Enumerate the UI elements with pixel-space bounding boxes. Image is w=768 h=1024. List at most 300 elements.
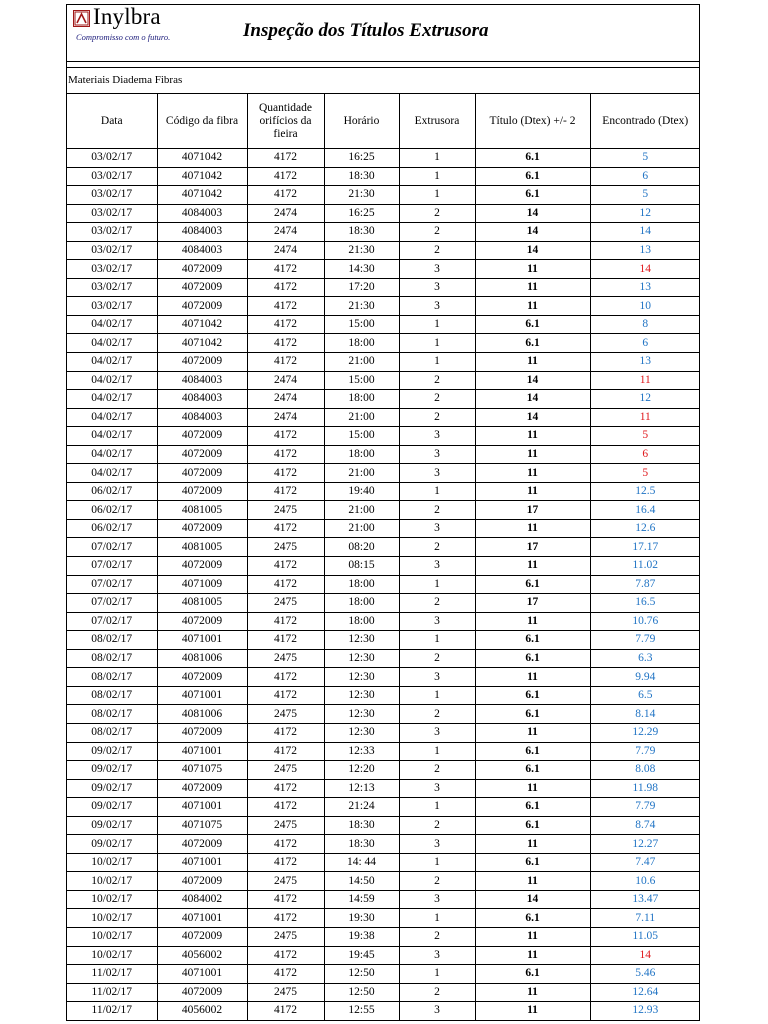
cell-extrusora: 3 — [399, 278, 475, 297]
table-row — [67, 390, 700, 409]
cell-titulo: 11 — [475, 519, 590, 538]
cell-encontrado: 10.76 — [590, 612, 700, 631]
cell-encontrado: 11.98 — [590, 779, 700, 798]
cell-encontrado: 5 — [590, 149, 700, 168]
table-row — [67, 445, 700, 464]
cell-horario: 18:30 — [324, 167, 399, 186]
cell-orificios: 4172 — [247, 519, 324, 538]
column-header-extrusora: Extrusora — [399, 94, 475, 149]
cell-orificios: 4172 — [247, 723, 324, 742]
table-row — [67, 538, 700, 557]
cell-codigo: 4072009 — [157, 872, 247, 891]
cell-data: 08/02/17 — [67, 668, 157, 687]
cell-horario: 21:30 — [324, 297, 399, 316]
cell-horario: 15:00 — [324, 315, 399, 334]
cell-data: 09/02/17 — [67, 742, 157, 761]
cell-extrusora: 1 — [399, 798, 475, 817]
table-body — [67, 149, 700, 1020]
cell-data: 09/02/17 — [67, 816, 157, 835]
cell-data: 03/02/17 — [67, 260, 157, 279]
cell-orificios: 4172 — [247, 946, 324, 965]
cell-codigo: 4084002 — [157, 890, 247, 909]
cell-orificios: 4172 — [247, 890, 324, 909]
cell-titulo: 14 — [475, 204, 590, 223]
cell-encontrado: 12.5 — [590, 482, 700, 501]
cell-data: 03/02/17 — [67, 297, 157, 316]
cell-orificios: 2475 — [247, 705, 324, 724]
cell-titulo: 11 — [475, 612, 590, 631]
cell-orificios: 2474 — [247, 204, 324, 223]
cell-extrusora: 1 — [399, 353, 475, 372]
cell-orificios: 4172 — [247, 334, 324, 353]
table-row — [67, 278, 700, 297]
cell-encontrado: 12.93 — [590, 1002, 700, 1020]
cell-titulo: 6.1 — [475, 761, 590, 780]
cell-titulo: 11 — [475, 297, 590, 316]
table-row — [67, 612, 700, 631]
cell-data: 04/02/17 — [67, 427, 157, 446]
cell-orificios: 2475 — [247, 872, 324, 891]
cell-encontrado: 12.6 — [590, 519, 700, 538]
cell-extrusora: 2 — [399, 649, 475, 668]
column-header-titulo: Título (Dtex) +/- 2 — [475, 94, 590, 149]
cell-orificios: 4172 — [247, 686, 324, 705]
cell-extrusora: 3 — [399, 612, 475, 631]
cell-orificios: 4172 — [247, 278, 324, 297]
cell-extrusora: 2 — [399, 872, 475, 891]
cell-orificios: 4172 — [247, 427, 324, 446]
cell-orificios: 4172 — [247, 612, 324, 631]
cell-orificios: 4172 — [247, 482, 324, 501]
company-name: Materiais Diadema Fibras — [67, 68, 699, 94]
cell-extrusora: 1 — [399, 149, 475, 168]
cell-horario: 18:30 — [324, 223, 399, 242]
table-row — [67, 835, 700, 854]
cell-extrusora: 1 — [399, 909, 475, 928]
cell-titulo: 11 — [475, 464, 590, 483]
cell-encontrado: 16.5 — [590, 594, 700, 613]
cell-encontrado: 8 — [590, 315, 700, 334]
cell-titulo: 6.1 — [475, 149, 590, 168]
cell-orificios: 2475 — [247, 761, 324, 780]
cell-titulo: 6.1 — [475, 167, 590, 186]
cell-horario: 21:00 — [324, 519, 399, 538]
cell-data: 06/02/17 — [67, 519, 157, 538]
table-row — [67, 649, 700, 668]
cell-titulo: 6.1 — [475, 742, 590, 761]
cell-titulo: 14 — [475, 241, 590, 260]
cell-encontrado: 12 — [590, 204, 700, 223]
cell-orificios: 4172 — [247, 853, 324, 872]
cell-extrusora: 2 — [399, 501, 475, 520]
cell-data: 07/02/17 — [67, 594, 157, 613]
table-row — [67, 408, 700, 427]
cell-data: 03/02/17 — [67, 241, 157, 260]
cell-extrusora: 2 — [399, 223, 475, 242]
table-row — [67, 353, 700, 372]
cell-titulo: 6.1 — [475, 334, 590, 353]
cell-titulo: 11 — [475, 668, 590, 687]
column-header-horario: Horário — [324, 94, 399, 149]
cell-codigo: 4084003 — [157, 204, 247, 223]
cell-data: 10/02/17 — [67, 890, 157, 909]
cell-titulo: 14 — [475, 390, 590, 409]
cell-extrusora: 2 — [399, 538, 475, 557]
cell-orificios: 2475 — [247, 983, 324, 1002]
cell-encontrado: 13 — [590, 278, 700, 297]
cell-extrusora: 2 — [399, 816, 475, 835]
cell-extrusora: 1 — [399, 167, 475, 186]
cell-encontrado: 17.17 — [590, 538, 700, 557]
cell-orificios: 4172 — [247, 315, 324, 334]
cell-data: 09/02/17 — [67, 779, 157, 798]
cell-extrusora: 3 — [399, 1002, 475, 1020]
table-row — [67, 501, 700, 520]
cell-encontrado: 6 — [590, 167, 700, 186]
cell-horario: 12:30 — [324, 723, 399, 742]
cell-horario: 14:59 — [324, 890, 399, 909]
cell-orificios: 4172 — [247, 149, 324, 168]
cell-codigo: 4071042 — [157, 186, 247, 205]
cell-encontrado: 11.05 — [590, 927, 700, 946]
cell-horario: 12:30 — [324, 705, 399, 724]
cell-extrusora: 3 — [399, 297, 475, 316]
table-row — [67, 909, 700, 928]
inspection-table — [67, 94, 700, 1020]
cell-data: 04/02/17 — [67, 334, 157, 353]
cell-orificios: 4172 — [247, 965, 324, 984]
column-header-orificios: Quantidade orifícios da fieira — [247, 94, 324, 149]
cell-titulo: 11 — [475, 983, 590, 1002]
cell-orificios: 4172 — [247, 1002, 324, 1020]
table-row — [67, 890, 700, 909]
cell-horario: 18:30 — [324, 816, 399, 835]
cell-codigo: 4071075 — [157, 761, 247, 780]
cell-data: 10/02/17 — [67, 946, 157, 965]
cell-data: 10/02/17 — [67, 927, 157, 946]
cell-codigo: 4072009 — [157, 464, 247, 483]
page-title: Inspeção dos Títulos Extrusora — [243, 20, 489, 41]
cell-horario: 19:45 — [324, 946, 399, 965]
cell-orificios: 2475 — [247, 594, 324, 613]
cell-data: 07/02/17 — [67, 612, 157, 631]
cell-orificios: 4172 — [247, 835, 324, 854]
table-row — [67, 723, 700, 742]
cell-codigo: 4071042 — [157, 315, 247, 334]
cell-horario: 15:00 — [324, 371, 399, 390]
cell-data: 04/02/17 — [67, 408, 157, 427]
column-header-codigo: Código da fibra — [157, 94, 247, 149]
cell-data: 11/02/17 — [67, 983, 157, 1002]
cell-encontrado: 12.29 — [590, 723, 700, 742]
cell-data: 06/02/17 — [67, 482, 157, 501]
cell-data: 08/02/17 — [67, 631, 157, 650]
cell-extrusora: 2 — [399, 927, 475, 946]
cell-codigo: 4084003 — [157, 390, 247, 409]
cell-extrusora: 2 — [399, 594, 475, 613]
cell-codigo: 4071075 — [157, 816, 247, 835]
cell-orificios: 4172 — [247, 575, 324, 594]
cell-encontrado: 6 — [590, 334, 700, 353]
table-row — [67, 631, 700, 650]
cell-data: 11/02/17 — [67, 965, 157, 984]
cell-codigo: 4081006 — [157, 705, 247, 724]
table-row — [67, 798, 700, 817]
cell-orificios: 4172 — [247, 445, 324, 464]
cell-encontrado: 16.4 — [590, 501, 700, 520]
cell-codigo: 4071001 — [157, 742, 247, 761]
cell-orificios: 2474 — [247, 408, 324, 427]
cell-codigo: 4056002 — [157, 1002, 247, 1020]
cell-extrusora: 2 — [399, 408, 475, 427]
cell-horario: 18:00 — [324, 612, 399, 631]
cell-codigo: 4072009 — [157, 445, 247, 464]
cell-horario: 18:00 — [324, 334, 399, 353]
table-row — [67, 519, 700, 538]
cell-encontrado: 7.87 — [590, 575, 700, 594]
table-row — [67, 946, 700, 965]
cell-titulo: 14 — [475, 223, 590, 242]
cell-titulo: 6.1 — [475, 186, 590, 205]
table-row — [67, 334, 700, 353]
cell-horario: 19:30 — [324, 909, 399, 928]
cell-extrusora: 3 — [399, 946, 475, 965]
cell-encontrado: 12.27 — [590, 835, 700, 854]
cell-data: 10/02/17 — [67, 909, 157, 928]
cell-horario: 21:00 — [324, 501, 399, 520]
cell-data: 04/02/17 — [67, 353, 157, 372]
table-row — [67, 575, 700, 594]
cell-data: 04/02/17 — [67, 390, 157, 409]
cell-horario: 17:20 — [324, 278, 399, 297]
cell-orificios: 4172 — [247, 909, 324, 928]
cell-data: 08/02/17 — [67, 723, 157, 742]
cell-extrusora: 1 — [399, 853, 475, 872]
cell-orificios: 4172 — [247, 464, 324, 483]
cell-titulo: 11 — [475, 353, 590, 372]
cell-horario: 08:15 — [324, 557, 399, 576]
cell-data: 10/02/17 — [67, 872, 157, 891]
cell-encontrado: 14 — [590, 946, 700, 965]
cell-horario: 19:38 — [324, 927, 399, 946]
cell-codigo: 4081005 — [157, 501, 247, 520]
cell-titulo: 6.1 — [475, 686, 590, 705]
cell-orificios: 4172 — [247, 167, 324, 186]
cell-extrusora: 1 — [399, 186, 475, 205]
cell-horario: 18:30 — [324, 835, 399, 854]
cell-titulo: 6.1 — [475, 816, 590, 835]
cell-titulo: 14 — [475, 408, 590, 427]
table-row — [67, 779, 700, 798]
cell-orificios: 2474 — [247, 390, 324, 409]
cell-orificios: 2474 — [247, 241, 324, 260]
cell-horario: 12:30 — [324, 686, 399, 705]
table-row — [67, 149, 700, 168]
cell-horario: 21:30 — [324, 241, 399, 260]
cell-extrusora: 1 — [399, 631, 475, 650]
cell-extrusora: 2 — [399, 705, 475, 724]
cell-codigo: 4081006 — [157, 649, 247, 668]
cell-titulo: 17 — [475, 538, 590, 557]
cell-extrusora: 3 — [399, 519, 475, 538]
cell-horario: 12:30 — [324, 668, 399, 687]
table-row — [67, 427, 700, 446]
cell-encontrado: 13 — [590, 241, 700, 260]
cell-data: 04/02/17 — [67, 464, 157, 483]
cell-titulo: 6.1 — [475, 853, 590, 872]
table-row — [67, 668, 700, 687]
cell-codigo: 4071009 — [157, 575, 247, 594]
cell-data: 08/02/17 — [67, 686, 157, 705]
cell-codigo: 4084003 — [157, 223, 247, 242]
cell-codigo: 4084003 — [157, 241, 247, 260]
table-row — [67, 983, 700, 1002]
logo-mark-icon — [73, 10, 90, 27]
table-row — [67, 241, 700, 260]
brand-logo — [73, 4, 198, 44]
inspection-sheet — [66, 4, 700, 1021]
cell-encontrado: 13 — [590, 353, 700, 372]
table-row — [67, 223, 700, 242]
cell-titulo: 11 — [475, 946, 590, 965]
cell-titulo: 11 — [475, 835, 590, 854]
cell-horario: 08:20 — [324, 538, 399, 557]
cell-horario: 14: 44 — [324, 853, 399, 872]
cell-data: 10/02/17 — [67, 853, 157, 872]
cell-orificios: 2475 — [247, 927, 324, 946]
cell-codigo: 4072009 — [157, 519, 247, 538]
cell-extrusora: 2 — [399, 241, 475, 260]
cell-encontrado: 6.3 — [590, 649, 700, 668]
table-row — [67, 742, 700, 761]
cell-extrusora: 2 — [399, 371, 475, 390]
brand-name: Inylbra — [93, 4, 161, 29]
cell-data: 04/02/17 — [67, 445, 157, 464]
cell-horario: 18:00 — [324, 445, 399, 464]
table-row — [67, 315, 700, 334]
table-row — [67, 297, 700, 316]
table-row — [67, 872, 700, 891]
cell-titulo: 6.1 — [475, 798, 590, 817]
cell-orificios: 2475 — [247, 649, 324, 668]
cell-codigo: 4072009 — [157, 927, 247, 946]
cell-extrusora: 1 — [399, 742, 475, 761]
table-row — [67, 705, 700, 724]
cell-codigo: 4072009 — [157, 353, 247, 372]
cell-titulo: 11 — [475, 723, 590, 742]
cell-titulo: 11 — [475, 482, 590, 501]
cell-data: 04/02/17 — [67, 315, 157, 334]
cell-encontrado: 13.47 — [590, 890, 700, 909]
cell-orificios: 4172 — [247, 668, 324, 687]
table-header-row — [67, 94, 700, 149]
cell-codigo: 4072009 — [157, 983, 247, 1002]
cell-orificios: 4172 — [247, 779, 324, 798]
cell-orificios: 2474 — [247, 371, 324, 390]
cell-extrusora: 1 — [399, 686, 475, 705]
cell-encontrado: 7.11 — [590, 909, 700, 928]
brand-tagline: Compromisso com o futuro. — [76, 32, 171, 42]
cell-data: 09/02/17 — [67, 761, 157, 780]
cell-titulo: 11 — [475, 872, 590, 891]
cell-horario: 12:20 — [324, 761, 399, 780]
cell-encontrado: 11 — [590, 371, 700, 390]
cell-encontrado: 8.74 — [590, 816, 700, 835]
cell-encontrado: 5 — [590, 427, 700, 446]
table-row — [67, 853, 700, 872]
cell-horario: 12:13 — [324, 779, 399, 798]
cell-extrusora: 3 — [399, 427, 475, 446]
cell-extrusora: 3 — [399, 557, 475, 576]
cell-titulo: 11 — [475, 927, 590, 946]
cell-titulo: 17 — [475, 501, 590, 520]
cell-encontrado: 7.47 — [590, 853, 700, 872]
cell-codigo: 4072009 — [157, 297, 247, 316]
sheet-header — [67, 5, 699, 62]
cell-orificios: 4172 — [247, 557, 324, 576]
cell-horario: 21:00 — [324, 353, 399, 372]
cell-extrusora: 3 — [399, 723, 475, 742]
cell-orificios: 2474 — [247, 223, 324, 242]
cell-data: 03/02/17 — [67, 204, 157, 223]
table-row — [67, 761, 700, 780]
cell-titulo: 6.1 — [475, 909, 590, 928]
cell-extrusora: 1 — [399, 575, 475, 594]
cell-data: 04/02/17 — [67, 371, 157, 390]
cell-data: 03/02/17 — [67, 186, 157, 205]
cell-horario: 19:40 — [324, 482, 399, 501]
cell-codigo: 4071042 — [157, 167, 247, 186]
cell-horario: 14:30 — [324, 260, 399, 279]
table-row — [67, 686, 700, 705]
cell-orificios: 4172 — [247, 297, 324, 316]
cell-encontrado: 7.79 — [590, 798, 700, 817]
cell-orificios: 2475 — [247, 538, 324, 557]
cell-horario: 15:00 — [324, 427, 399, 446]
cell-codigo: 4072009 — [157, 482, 247, 501]
cell-horario: 18:00 — [324, 390, 399, 409]
cell-orificios: 4172 — [247, 186, 324, 205]
cell-horario: 12:33 — [324, 742, 399, 761]
table-row — [67, 1002, 700, 1020]
cell-orificios: 2475 — [247, 501, 324, 520]
cell-extrusora: 3 — [399, 260, 475, 279]
column-header-data: Data — [67, 94, 157, 149]
cell-horario: 14:50 — [324, 872, 399, 891]
cell-encontrado: 11.02 — [590, 557, 700, 576]
cell-orificios: 4172 — [247, 631, 324, 650]
cell-data: 03/02/17 — [67, 167, 157, 186]
cell-titulo: 6.1 — [475, 965, 590, 984]
cell-extrusora: 2 — [399, 390, 475, 409]
cell-extrusora: 2 — [399, 983, 475, 1002]
cell-extrusora: 1 — [399, 482, 475, 501]
cell-encontrado: 8.08 — [590, 761, 700, 780]
cell-orificios: 2475 — [247, 816, 324, 835]
cell-extrusora: 1 — [399, 334, 475, 353]
cell-codigo: 4072009 — [157, 835, 247, 854]
cell-codigo: 4072009 — [157, 612, 247, 631]
cell-extrusora: 3 — [399, 779, 475, 798]
cell-codigo: 4071001 — [157, 798, 247, 817]
cell-titulo: 6.1 — [475, 575, 590, 594]
cell-encontrado: 7.79 — [590, 742, 700, 761]
cell-orificios: 4172 — [247, 353, 324, 372]
cell-titulo: 11 — [475, 427, 590, 446]
table-row — [67, 464, 700, 483]
cell-encontrado: 5 — [590, 464, 700, 483]
cell-extrusora: 2 — [399, 761, 475, 780]
